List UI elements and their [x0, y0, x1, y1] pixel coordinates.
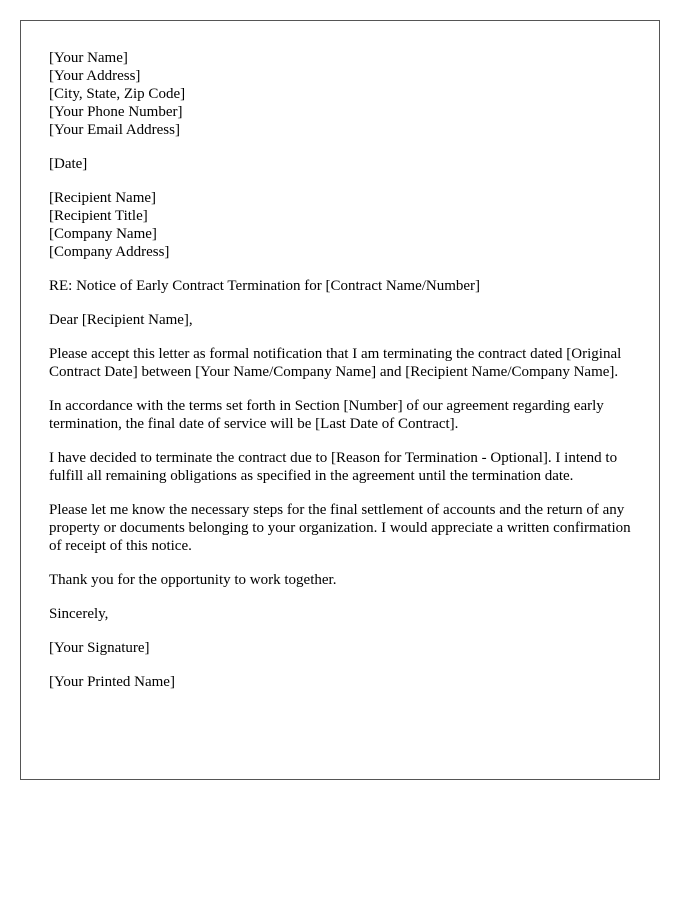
sender-name: [Your Name] — [49, 50, 128, 66]
date-block — [49, 155, 631, 173]
body-paragraph-1: Please accept this letter as formal notification that I am terminating the contract dated [Original Contract Date] between [Your Name/Company Name] and [Recipient Name/Company Name]. — [49, 346, 622, 380]
signature: [Your Signature] — [49, 640, 150, 656]
body-paragraph-4: Please let me know the necessary steps for the final settlement of accounts and the return of any property or documents belonging to your organization. I would appreciate a written confirmation of receipt of this notice. — [49, 502, 631, 554]
sender-email: [Your Email Address] — [49, 122, 180, 138]
recipient-title: [Recipient Title] — [49, 208, 148, 224]
sender-block — [49, 49, 631, 139]
body-paragraph-3: I have decided to terminate the contract due to [Reason for Termination - Optional]. I intend to fulfill all remaining obligations as specified in the agreement until the termination date. — [49, 450, 618, 484]
sender-city-state-zip: [City, State, Zip Code] — [49, 86, 186, 102]
letter-date: [Date] — [49, 156, 88, 172]
subject-line: RE: Notice of Early Contract Termination for [Contract Name/Number] — [49, 278, 481, 294]
body-paragraph-5: Thank you for the opportunity to work together. — [49, 572, 337, 588]
printed-name: [Your Printed Name] — [49, 674, 175, 690]
recipient-address: [Company Address] — [49, 244, 170, 260]
sender-address: [Your Address] — [49, 68, 141, 84]
salutation: Dear [Recipient Name], — [49, 312, 193, 328]
recipient-block — [49, 189, 631, 261]
sender-phone: [Your Phone Number] — [49, 104, 183, 120]
recipient-name: [Recipient Name] — [49, 190, 157, 206]
body-paragraph-2: In accordance with the terms set forth in Section [Number] of our agreement regarding early termination, the final date of service will be [Last Date of Contract]. — [49, 398, 604, 432]
recipient-company: [Company Name] — [49, 226, 157, 242]
closing: Sincerely, — [49, 606, 109, 622]
letter-page — [20, 20, 660, 780]
